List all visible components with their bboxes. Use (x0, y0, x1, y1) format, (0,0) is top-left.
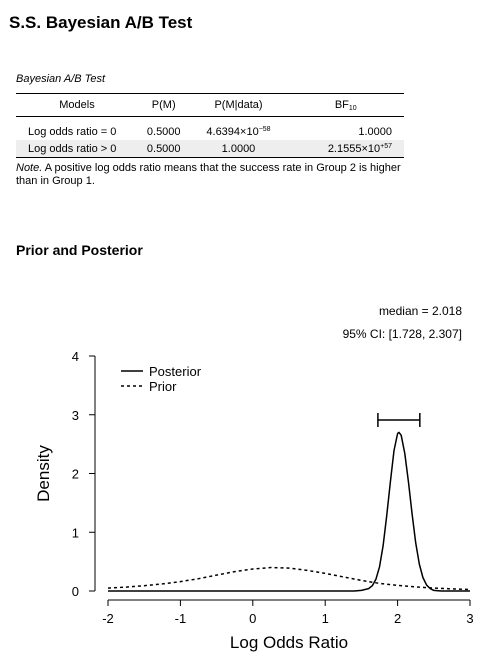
y-tick-label: 1 (71, 525, 79, 541)
row-pm: 0.5000 (146, 125, 181, 138)
x-tick-label: 3 (466, 611, 474, 626)
x-tick-label: -1 (174, 611, 187, 626)
y-tick-label: 4 (71, 349, 79, 364)
y-tick-label: 3 (71, 407, 79, 423)
series-line-posterior (108, 432, 470, 591)
y-tick-label: 0 (71, 584, 79, 599)
section-title: Prior and Posterior (16, 242, 143, 258)
x-axis-label: Log Odds Ratio (229, 633, 349, 652)
y-tick-label: 2 (71, 466, 79, 482)
table-note-text: A positive log odds ratio means that the success rate in Group 2 is higher than in Group 1. (16, 162, 401, 187)
legend-label-posterior: Posterior (149, 364, 202, 379)
header-pmdata: P(M|data) (189, 94, 287, 117)
x-tick-label: 2 (393, 611, 402, 626)
y-axis-label: Density (34, 445, 53, 502)
row-bf-mantissa: 2.1555×10 (327, 142, 381, 155)
table-note-label: Note. (16, 162, 43, 174)
row-pmdata (189, 117, 287, 141)
row-bf-exponent: +57 (380, 142, 392, 150)
ci-annotation: 95% CI: [1.728, 2.307] (342, 327, 462, 341)
header-bf-base: BF (334, 99, 349, 111)
header-bf-sub: 10 (348, 105, 357, 112)
x-tick-label: 1 (321, 611, 329, 626)
row-pmdata-mantissa: 4.6394×10 (206, 125, 259, 138)
row-pmdata-mantissa: 1.0000 (221, 142, 256, 155)
x-tick-label: 0 (249, 611, 257, 626)
header-bf (288, 94, 404, 117)
row-pmdata (189, 140, 287, 158)
results-table (16, 93, 404, 158)
row-bf-mantissa: 1.0000 (358, 125, 392, 138)
header-models: Models (16, 94, 138, 117)
results-table-block (16, 73, 404, 188)
row-bf (288, 140, 404, 158)
row-bf (288, 117, 404, 141)
legend-label-prior: Prior (149, 379, 177, 394)
table-caption: Bayesian A/B Test (16, 73, 106, 85)
table-row (16, 117, 404, 141)
table-note (16, 162, 404, 188)
row-model: Log odds ratio > 0 (16, 140, 138, 158)
median-annotation: median = 2.018 (378, 304, 462, 318)
table-row (16, 140, 404, 158)
table-header-row (16, 94, 404, 117)
header-pm: P(M) (138, 94, 189, 117)
row-pmdata-exponent: −58 (258, 125, 271, 133)
series-line-prior (108, 568, 470, 590)
row-model: Log odds ratio = 0 (28, 125, 117, 138)
x-tick-label: -2 (102, 611, 114, 626)
page-title: S.S. Bayesian A/B Test (9, 13, 193, 32)
prior-posterior-chart (0, 290, 494, 666)
row-pm: 0.5000 (138, 140, 189, 158)
